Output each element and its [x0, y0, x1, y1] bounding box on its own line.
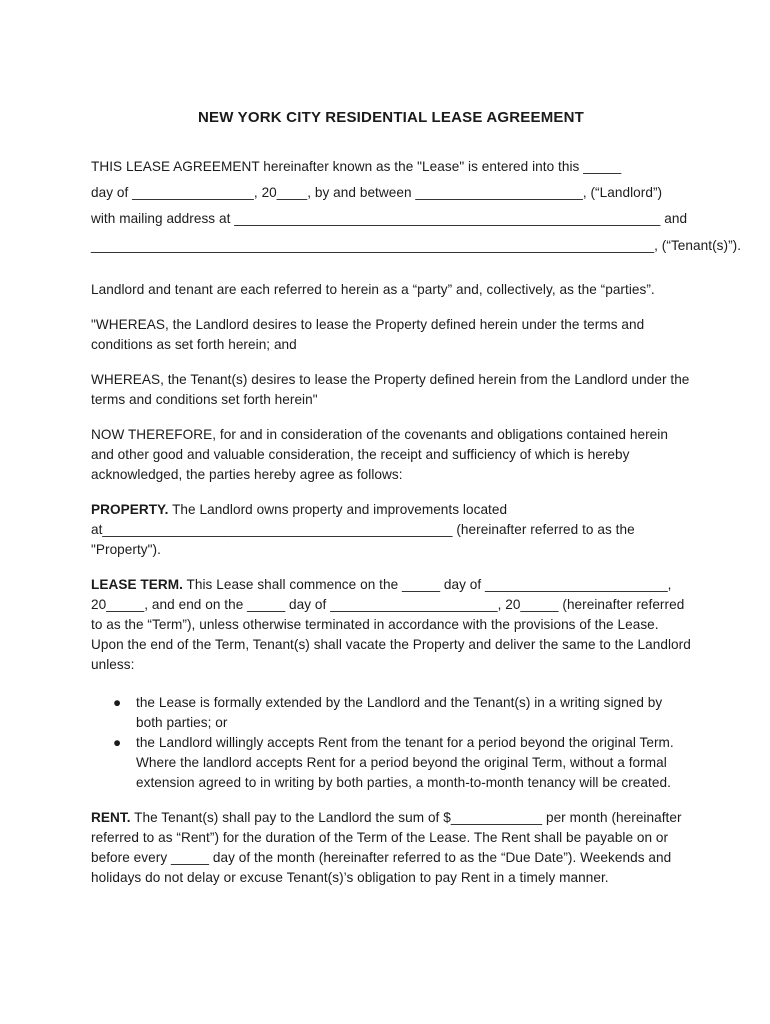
lease-term-conditions-list [91, 693, 691, 793]
intro-line: THIS LEASE AGREEMENT hereinafter known as the "Lease" is entered into this _____ [91, 159, 622, 174]
whereas-paragraph-1: "WHEREAS, the Landlord desires to lease the Property defined herein under the terms and conditions as set forth herein; and [91, 316, 645, 352]
list-item [91, 733, 691, 793]
property-text: The Landlord owns property and improvements located at______________________________________________ (hereinafter referred to as the "Property"). [91, 501, 635, 557]
lease-term-clause [91, 575, 691, 675]
intro-line: __________________________________________________________________________, (“Tenant(s)”). [91, 237, 742, 253]
rent-clause [91, 808, 691, 888]
list-item-text: the Lease is formally extended by the Landlord and the Tenant(s) in a writing signed by both parties; or [136, 694, 663, 730]
now-therefore-paragraph: NOW THEREFORE, for and in consideration of the covenants and obligations contained herein and other good and valuable consideration, the receipt and sufficiency of which is hereby acknowledged, the parties hereby agree as follows: [91, 426, 668, 482]
bullet-icon: ● [113, 734, 122, 750]
rent-label: RENT. [91, 809, 131, 825]
parties-paragraph: Landlord and tenant are each referred to herein as a “party” and, collectively, as the “parties”. [91, 281, 655, 297]
lease-document [91, 108, 742, 888]
list-item-text: the Landlord willingly accepts Rent from the tenant for a period beyond the original Term. Where the landlord accepts Rent for a period beyond the original Term, without a formal extension agreed to in writing by both parties, a month-to-month tenancy will be created. [136, 734, 674, 790]
whereas-paragraph-2: WHEREAS, the Tenant(s) desires to lease the Property defined herein from the Landlord under the terms and conditions set forth herein" [91, 371, 690, 407]
rent-text: The Tenant(s) shall pay to the Landlord the sum of $____________ per month (hereinafter referred to as “Rent”) for the duration of the Term of the Lease. The Rent shall be payable on or before every _____ day of the month (hereinafter referred to as the “Due Date”). Weekends and holidays do not delay or excuse Tenant(s)’s obligation to pay Rent in a timely manner. [91, 809, 682, 885]
lease-term-label: LEASE TERM. [91, 576, 183, 592]
intro-line: day of ________________, 20____, by and between ______________________, (“Landlord”) [91, 185, 663, 201]
list-item [91, 693, 691, 733]
bullet-icon: ● [113, 694, 122, 710]
intro-line: with mailing address at ________________________________________________________ and [91, 211, 688, 227]
document-title: NEW YORK CITY RESIDENTIAL LEASE AGREEMENT [197, 109, 585, 126]
intro-section [91, 154, 742, 259]
lease-term-text: This Lease shall commence on the _____ day of ________________________, 20_____, and end on the _____ day of ______________________, 20_____ (hereinafter referred to as the “Term”), unless otherwise terminated in accordance with the provisions of the Lease. Upon the end of the Term, Tenant(s) shall vacate the Property and deliver the same to the Landlord unless: [91, 576, 691, 672]
property-clause [91, 500, 691, 560]
property-label: PROPERTY. [91, 501, 169, 517]
